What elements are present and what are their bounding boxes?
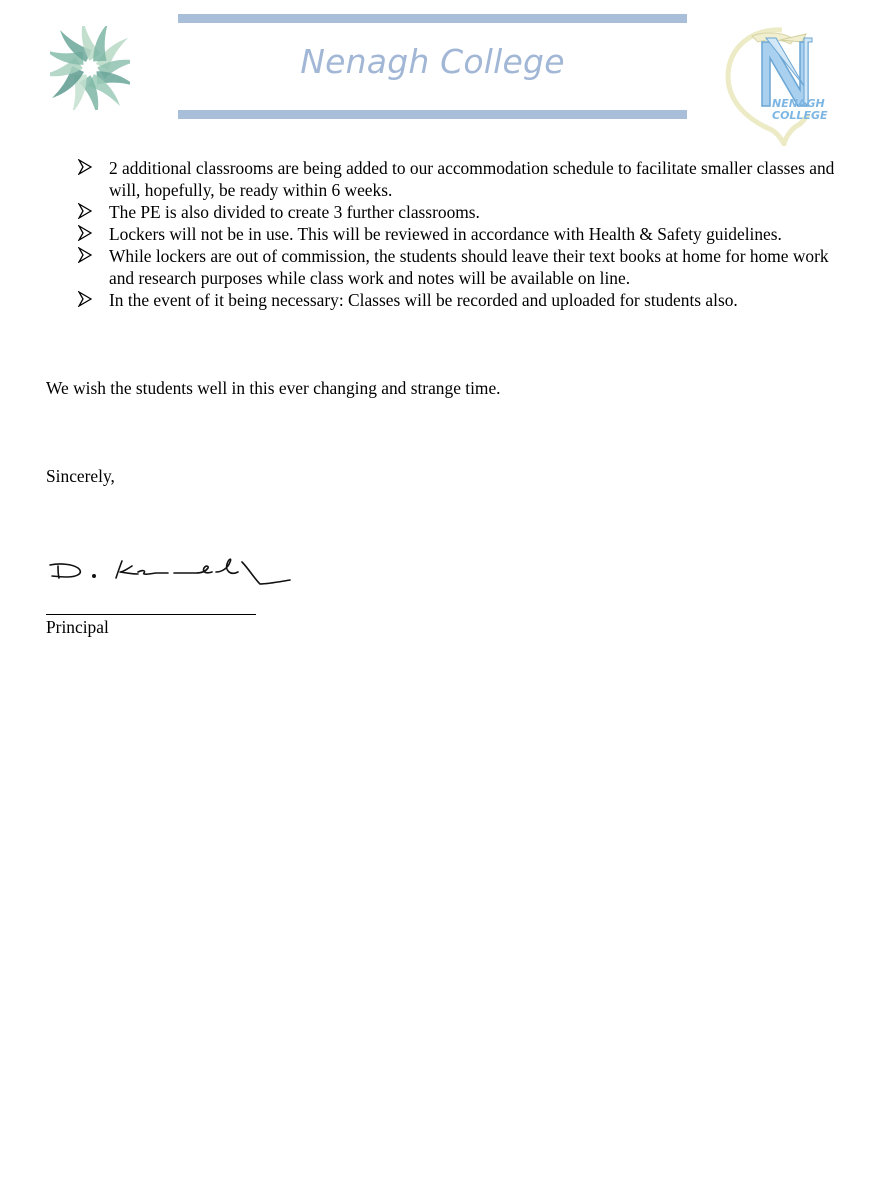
list-item: [0, 157, 878, 201]
list-item: [0, 245, 878, 289]
list-item-text: 2 additional classrooms are being added to our accommodation schedule to facilitate smaller classes and will, hopefully, be ready within 6 weeks.: [109, 158, 835, 200]
arrow-bullet-icon: [78, 225, 92, 241]
signature: [46, 552, 296, 594]
signature-line: [46, 614, 256, 615]
nenagh-college-crest-icon: [722, 24, 828, 146]
signatory-title: Principal: [46, 617, 109, 637]
arrow-bullet-icon: [78, 291, 92, 307]
banner-bottom-bar: [178, 110, 687, 119]
crest-text-nenagh: NENAGH: [772, 97, 825, 110]
swirl-logo-icon: [50, 26, 130, 110]
list-item-text: In the event of it being necessary: Classes will be recorded and uploaded for students also.: [109, 290, 738, 310]
arrow-bullet-icon: [78, 159, 92, 175]
crest-text-college: COLLEGE: [772, 109, 828, 122]
list-item-text: Lockers will not be in use. This will be reviewed in accordance with Health & Safety guidelines.: [109, 224, 782, 244]
list-item: [0, 201, 878, 223]
list-item: [0, 289, 878, 311]
closing-wish: We wish the students well in this ever changing and strange time.: [46, 378, 501, 398]
header-banner: [178, 14, 687, 119]
list-item: [0, 223, 878, 245]
banner-top-bar: [178, 14, 687, 23]
page-title: Nenagh College: [300, 42, 565, 81]
signoff: Sincerely,: [46, 466, 115, 486]
list-item-text: While lockers are out of commission, the students should leave their text books at home for home work and research purposes while class work and notes will be available on line.: [109, 246, 829, 288]
list-item-text: The PE is also divided to create 3 further classrooms.: [109, 202, 480, 222]
arrow-bullet-icon: [78, 203, 92, 219]
announcement-list: [0, 157, 878, 311]
arrow-bullet-icon: [78, 247, 92, 263]
